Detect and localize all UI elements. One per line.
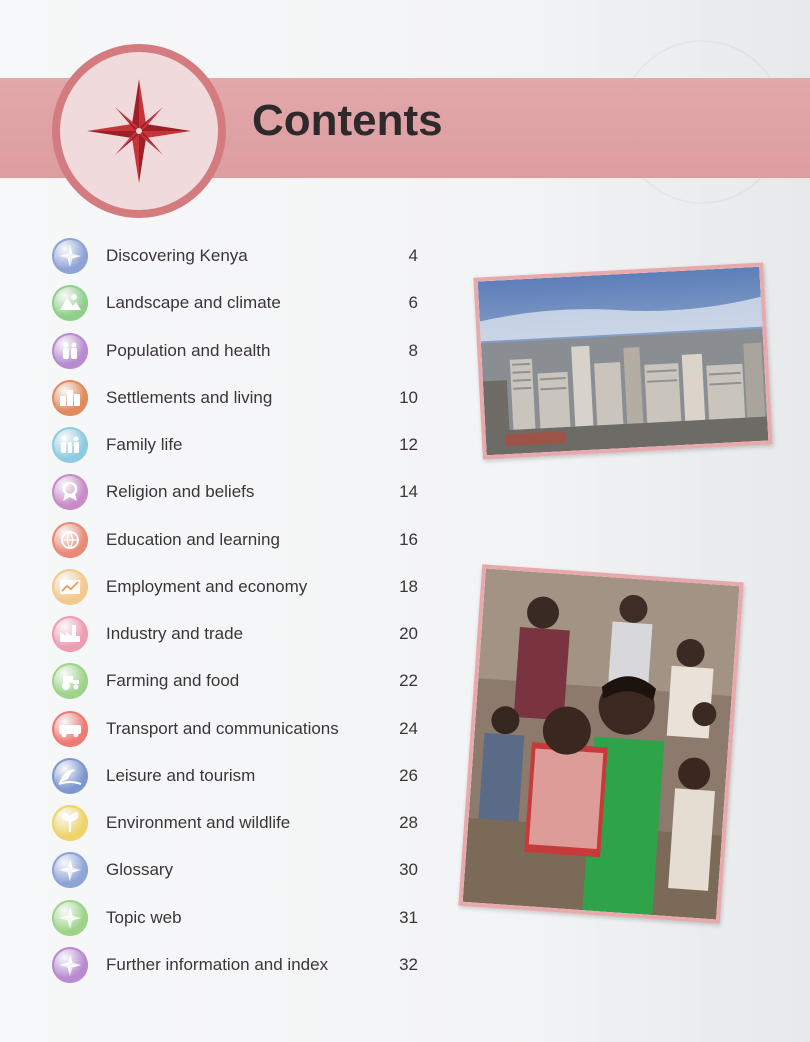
compass-icon bbox=[52, 852, 88, 888]
toc-entry-page-number: 30 bbox=[399, 860, 418, 880]
leaf-icon bbox=[52, 805, 88, 841]
toc-entry[interactable] bbox=[52, 472, 432, 512]
toc-entry-page-number: 24 bbox=[399, 718, 418, 738]
toc-entry-title: Landscape and climate bbox=[106, 293, 281, 313]
tractor-icon bbox=[52, 663, 88, 699]
toc-entry-page-number: 26 bbox=[399, 765, 418, 785]
toc-entry-page-number: 4 bbox=[408, 246, 418, 265]
toc-entry-page-number: 31 bbox=[399, 907, 418, 927]
toc-entry-page-number: 20 bbox=[399, 624, 418, 643]
buildings-icon bbox=[52, 380, 88, 416]
toc-entry-title: Employment and economy bbox=[106, 576, 308, 596]
toc-entry-title: Population and health bbox=[106, 340, 271, 360]
family-icon bbox=[52, 427, 88, 463]
leisure-icon bbox=[52, 758, 88, 794]
compass-icon bbox=[52, 947, 88, 983]
toc-entry-page-number: 14 bbox=[399, 482, 418, 502]
compass-icon bbox=[52, 900, 88, 936]
toc-entry[interactable] bbox=[52, 661, 432, 701]
toc-entry-title: Further information and index bbox=[106, 954, 329, 974]
toc-entry[interactable] bbox=[52, 898, 432, 938]
compass-icon bbox=[52, 238, 88, 274]
religion-icon bbox=[52, 474, 88, 510]
education-icon bbox=[52, 522, 88, 558]
toc-entry[interactable] bbox=[52, 567, 432, 607]
toc-entry-title: Industry and trade bbox=[106, 624, 244, 643]
people-icon bbox=[52, 333, 88, 369]
employment-icon bbox=[52, 569, 88, 605]
landscape-icon bbox=[52, 285, 88, 321]
toc-entry[interactable] bbox=[52, 850, 432, 890]
toc-entry[interactable] bbox=[52, 520, 432, 560]
nairobi-skyline-photo bbox=[473, 263, 772, 460]
toc-entry-title: Farming and food bbox=[106, 671, 240, 691]
toc-entry[interactable] bbox=[52, 803, 432, 843]
toc-entry[interactable] bbox=[52, 425, 432, 465]
toc-entry-page-number: 10 bbox=[399, 387, 418, 407]
toc-entry-title: Family life bbox=[106, 435, 183, 454]
toc-entry-title: Leisure and tourism bbox=[106, 765, 256, 785]
toc-entry-page-number: 12 bbox=[399, 435, 418, 454]
toc-entry[interactable] bbox=[52, 709, 432, 749]
toc-entry[interactable] bbox=[52, 945, 432, 985]
page-title: Contents bbox=[252, 96, 443, 145]
factory-icon bbox=[52, 616, 88, 652]
toc-entry-title: Glossary bbox=[106, 860, 174, 880]
transport-icon bbox=[52, 711, 88, 747]
toc-entry-page-number: 32 bbox=[399, 954, 418, 974]
toc-entry-title: Settlements and living bbox=[106, 387, 273, 407]
toc-entry-page-number: 6 bbox=[408, 293, 418, 313]
toc-entry[interactable] bbox=[52, 614, 432, 654]
toc-entry-page-number: 28 bbox=[399, 813, 418, 832]
toc-entry-title: Religion and beliefs bbox=[106, 482, 255, 502]
toc-entry[interactable] bbox=[52, 756, 432, 796]
compass-rose-icon bbox=[80, 72, 198, 190]
toc-entry-title: Transport and communications bbox=[106, 718, 339, 738]
toc-entry-page-number: 22 bbox=[399, 671, 418, 691]
toc-entry[interactable] bbox=[52, 378, 432, 418]
toc-entry-page-number: 8 bbox=[408, 340, 418, 360]
toc-entry-title: Discovering Kenya bbox=[106, 246, 248, 265]
toc-entry-title: Environment and wildlife bbox=[106, 813, 291, 832]
toc-entry-title: Topic web bbox=[106, 907, 182, 927]
toc-entry-page-number: 18 bbox=[399, 576, 418, 596]
toc-entry[interactable] bbox=[52, 331, 432, 371]
toc-entry[interactable] bbox=[52, 283, 432, 323]
toc-entry[interactable] bbox=[52, 236, 432, 276]
children-photo bbox=[458, 564, 743, 923]
toc-entry-page-number: 16 bbox=[399, 529, 418, 549]
compass-logo bbox=[52, 44, 226, 218]
toc-entry-title: Education and learning bbox=[106, 529, 280, 549]
